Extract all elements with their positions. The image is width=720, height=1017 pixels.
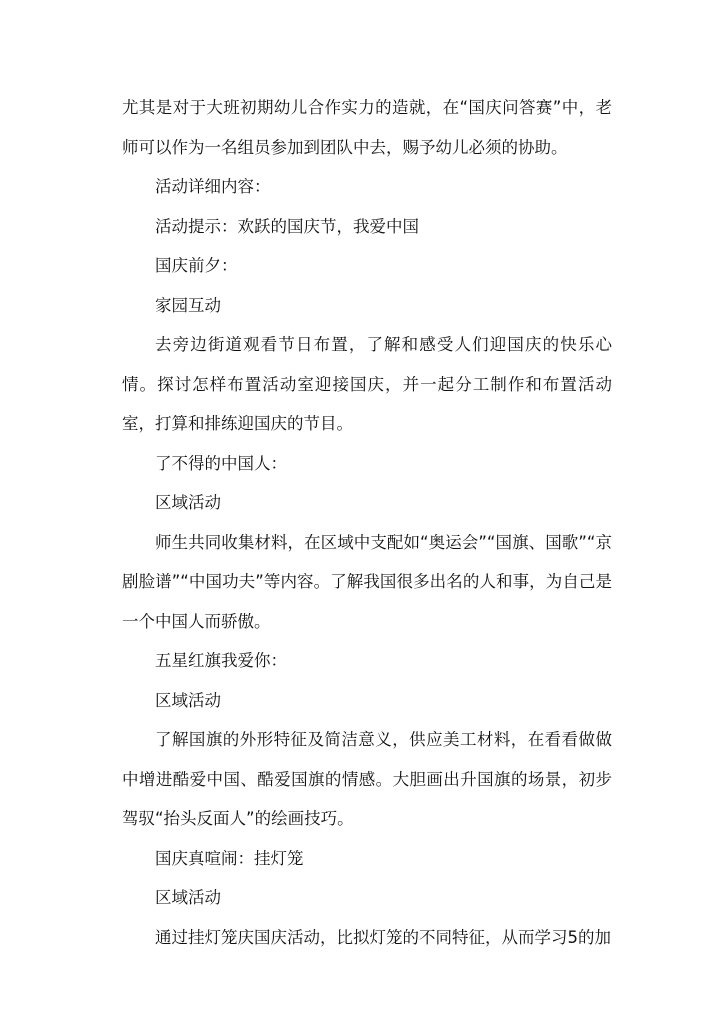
subheading: 家园互动 <box>155 295 221 315</box>
subheading: 区域活动 <box>155 888 221 907</box>
paragraph: 活动提示：欢跃的国庆节，我爱中国 <box>155 216 419 236</box>
section-heading: 了不得的中国人： <box>155 453 287 473</box>
section-heading: 活动详细内容： <box>155 177 271 196</box>
section-heading: 国庆真喧闹：挂灯笼 <box>155 848 304 868</box>
paragraph: 师生共同收集材料，在区域中支配如“奥运会”“国旗、国歌”“京剧脸谱”“中国功夫”等内容。了解我国很多出名的人和事，为自己是一个中国人而骄傲。 <box>122 532 612 631</box>
paragraph: 通过挂灯笼庆国庆活动，比拟灯笼的不同特征，从而学习5的加 <box>155 927 611 947</box>
paragraph: 尤其是对于大班初期幼儿合作实力的造就，在“国庆问答赛”中，老师可以作为一名组员参加到团队中去，赐予幼儿必须的协助。 <box>122 98 612 157</box>
subheading: 区域活动 <box>155 493 221 512</box>
document-body <box>122 88 612 957</box>
paragraph: 去旁边街道观看节日布置，了解和感受人们迎国庆的快乐心情。探讨怎样布置活动室迎接国庆，并一起分工制作和布置活动室，打算和排练迎国庆的节目。 <box>122 335 612 433</box>
section-heading: 五星红旗我爱你： <box>155 651 287 670</box>
paragraph: 了解国旗的外形特征及简洁意义，供应美工材料，在看看做做中增进酷爱中国、酷爱国旗的情感。大胆画出升国旗的场景，初步驾驭“抬头反面人”的绘画技巧。 <box>122 730 612 828</box>
subheading: 区域活动 <box>155 690 221 710</box>
section-heading: 国庆前夕： <box>155 256 238 275</box>
